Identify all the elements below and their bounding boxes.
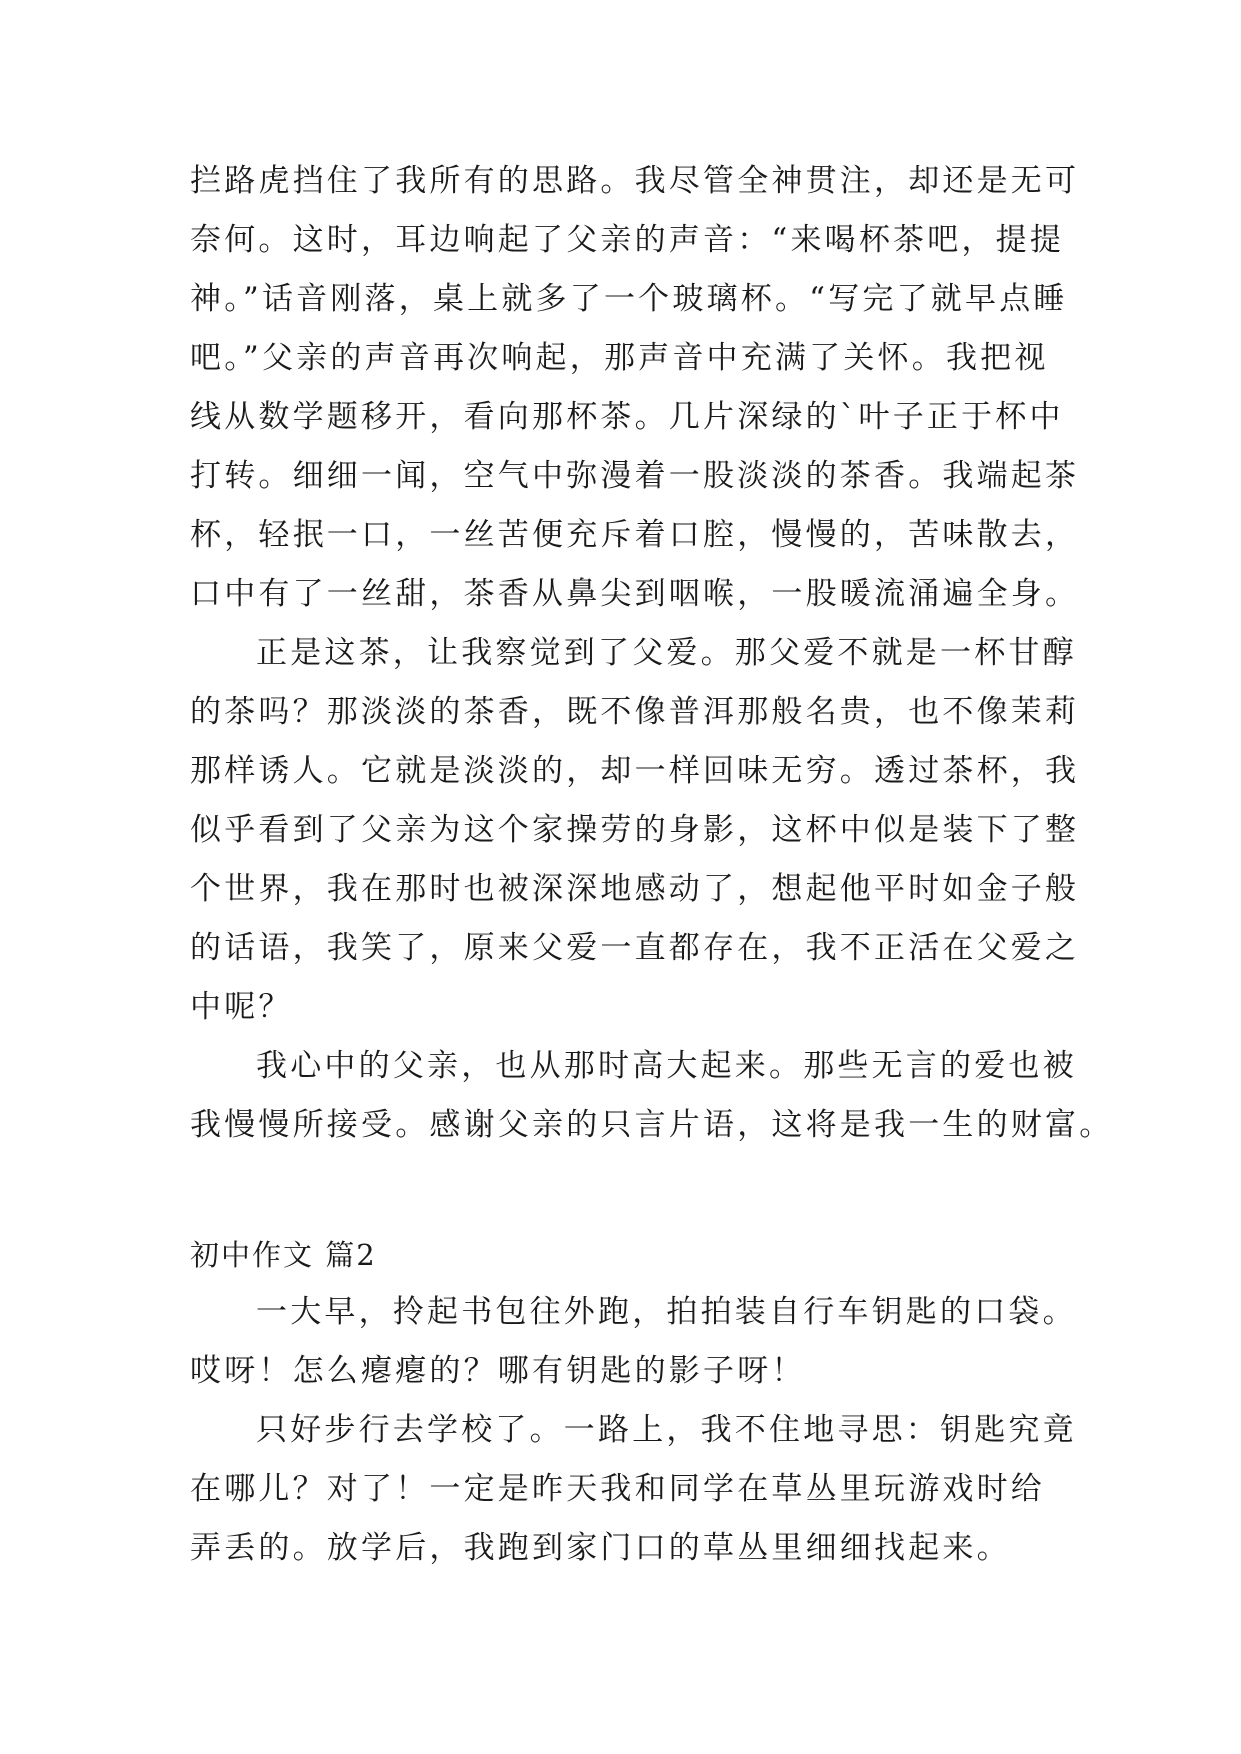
text-line: 奈何。这时，耳边响起了父亲的声音：“来喝杯茶吧，提提: [190, 222, 1065, 258]
text-line: 我心中的父亲，也从那时高大起来。那些无言的爱也被: [256, 1048, 1077, 1084]
text-line: 吧。”父亲的声音再次响起，那声音中充满了关怀。我把视: [190, 340, 1049, 376]
section-heading: 初中作文 篇2: [190, 1238, 377, 1272]
text-line: 的话语，我笑了，原来父爱一直都存在，我不正活在父爱之: [190, 930, 1080, 966]
paragraph: [190, 624, 1080, 1037]
text-line: 神。”话音刚落，桌上就多了一个玻璃杯。“写完了就早点睡: [190, 281, 1068, 317]
text-line: 正是这茶，让我察觉到了父爱。那父爱不就是一杯甘醇: [256, 635, 1077, 671]
text-line: 的茶吗？那淡淡的茶香，既不像普洱那般名贵，也不像茉莉: [190, 694, 1080, 730]
text-line: 一大早，拎起书包往外跑，拍拍装自行车钥匙的口袋。: [256, 1294, 1077, 1330]
paragraph: [190, 1037, 1114, 1155]
paragraph: [190, 1401, 1077, 1578]
text-line: 似乎看到了父亲为这个家操劳的身影，这杯中似是装下了整: [190, 812, 1080, 848]
text-line: 口中有了一丝甜，茶香从鼻尖到咽喉，一股暖流涌遍全身。: [190, 576, 1080, 612]
text-line: 打转。细细一闻，空气中弥漫着一股淡淡的茶香。我端起茶: [190, 458, 1080, 494]
text-line: 我慢慢所接受。感谢父亲的只言片语，这将是我一生的财富。: [190, 1107, 1114, 1143]
text-line: 哎呀！怎么瘪瘪的？哪有钥匙的影子呀！: [190, 1353, 806, 1389]
document-page: [190, 152, 1114, 1578]
text-line: 拦路虎挡住了我所有的思路。我尽管全神贯注，却还是无可: [190, 163, 1080, 199]
section-spacer: [190, 1155, 1070, 1227]
text-line: 杯，轻抿一口，一丝苦便充斥着口腔，慢慢的，苦味散去，: [190, 517, 1080, 553]
paragraph: [190, 152, 1080, 624]
text-line: 只好步行去学校了。一路上，我不住地寻思：钥匙究竟: [256, 1412, 1077, 1448]
text-line: 那样诱人。它就是淡淡的，却一样回味无穷。透过茶杯，我: [190, 753, 1080, 789]
text-line: 个世界，我在那时也被深深地感动了，想起他平时如金子般: [190, 871, 1080, 907]
text-line: 弄丢的。放学后，我跑到家门口的草丛里细细找起来。: [190, 1530, 1011, 1566]
text-line: 线从数学题移开，看向那杯茶。几片深绿的`叶子正于杯中: [190, 399, 1064, 435]
text-line: 中呢？: [190, 989, 293, 1025]
text-line: 在哪儿？对了！一定是昨天我和同学在草丛里玩游戏时给: [190, 1471, 1045, 1507]
paragraph: [190, 1283, 1077, 1401]
